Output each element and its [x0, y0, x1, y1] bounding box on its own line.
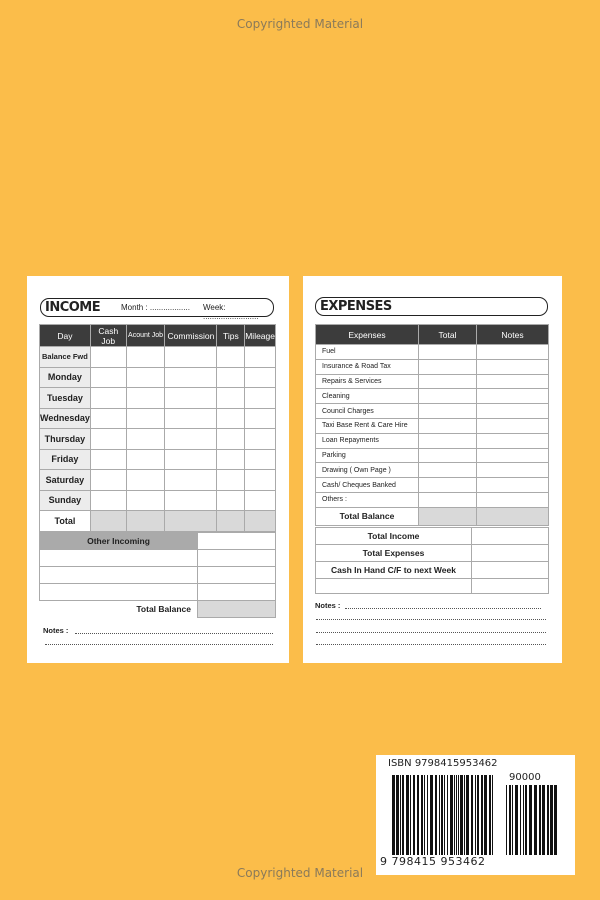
col-commission: Commission: [165, 325, 217, 347]
entry-cell[interactable]: [165, 408, 217, 429]
entry-cell[interactable]: [419, 374, 477, 389]
entry-cell[interactable]: [419, 463, 477, 478]
summary-total-expenses: Total Expenses: [316, 545, 472, 562]
entry-cell[interactable]: [477, 345, 549, 360]
barcode-bar: [481, 775, 483, 855]
table-row: [316, 478, 549, 493]
barcode-bar: [402, 775, 404, 855]
barcode-bar: [539, 785, 541, 855]
table-row: [316, 389, 549, 404]
barcode-bar: [489, 775, 491, 855]
entry-cell[interactable]: [165, 347, 217, 368]
entry-cell[interactable]: [90, 408, 126, 429]
barcode-bar: [520, 785, 521, 855]
expense-label: Council Charges: [316, 404, 419, 419]
entry-cell[interactable]: [217, 408, 245, 429]
barcode-bar: [458, 775, 459, 855]
table-row: [40, 367, 276, 388]
entry-cell[interactable]: [165, 429, 217, 450]
summary-cell[interactable]: [472, 579, 549, 594]
entry-cell[interactable]: [419, 389, 477, 404]
barcode-bar: [460, 775, 463, 855]
entry-cell[interactable]: [419, 404, 477, 419]
income-table: [39, 324, 276, 532]
entry-cell[interactable]: [90, 388, 126, 409]
barcode-bar: [396, 775, 399, 855]
barcode-bar: [464, 775, 465, 855]
other-incoming-cell[interactable]: [198, 584, 276, 601]
other-incoming-row[interactable]: [40, 584, 198, 601]
other-incoming-table: [39, 532, 276, 618]
barcode-bar: [444, 775, 445, 855]
entry-cell[interactable]: [477, 374, 549, 389]
other-incoming-cell[interactable]: [198, 567, 276, 584]
entry-cell[interactable]: [217, 429, 245, 450]
entry-cell[interactable]: [477, 448, 549, 463]
col-mileage: Mileage: [245, 325, 276, 347]
notes-line[interactable]: [345, 608, 541, 609]
summary-total-income: Total Income: [316, 528, 472, 545]
barcode-bar: [435, 775, 437, 855]
entry-cell[interactable]: [126, 388, 165, 409]
table-row: [316, 448, 549, 463]
barcode-bar: [554, 785, 557, 855]
expenses-header: [315, 297, 548, 316]
barcode-bar: [475, 775, 476, 855]
expenses-page: [303, 276, 562, 663]
summary-cash-in-hand: Cash In Hand C/F to next Week: [316, 562, 472, 579]
barcode-bar: [427, 775, 428, 855]
barcode-bar: [450, 775, 453, 855]
barcode-bar: [406, 775, 409, 855]
summary-cell[interactable]: [472, 545, 549, 562]
entry-cell[interactable]: [126, 367, 165, 388]
entry-cell[interactable]: [419, 492, 477, 507]
entry-cell[interactable]: [245, 429, 276, 450]
other-incoming-label: Other Incoming: [40, 533, 198, 550]
table-row: [40, 347, 276, 368]
table-row: [316, 433, 549, 448]
entry-cell[interactable]: [245, 388, 276, 409]
expense-label: Repairs & Services: [316, 374, 419, 389]
barcode-bar: [492, 775, 493, 855]
entry-cell[interactable]: [126, 429, 165, 450]
entry-cell[interactable]: [126, 490, 165, 511]
table-row: [40, 388, 276, 409]
day-label: Sunday: [40, 490, 91, 511]
entry-cell[interactable]: [126, 347, 165, 368]
barcode-bar: [413, 775, 415, 855]
other-incoming-cell[interactable]: [198, 533, 276, 550]
income-page: [27, 276, 289, 663]
entry-cell[interactable]: [90, 511, 126, 532]
col-acount-job: Acount Job: [126, 325, 165, 347]
other-incoming-cell[interactable]: [198, 550, 276, 567]
total-balance-row: [316, 507, 549, 525]
entry-cell[interactable]: [245, 408, 276, 429]
notes-line[interactable]: [75, 633, 273, 634]
entry-cell[interactable]: [126, 470, 165, 491]
entry-cell[interactable]: [90, 429, 126, 450]
expense-label: Insurance & Road Tax: [316, 359, 419, 374]
day-label: Friday: [40, 449, 91, 470]
barcode-bar: [439, 775, 440, 855]
expense-label: Others :: [316, 492, 419, 507]
notes-line[interactable]: [316, 619, 546, 620]
other-incoming-row[interactable]: [40, 567, 198, 584]
entry-cell[interactable]: [217, 490, 245, 511]
entry-cell[interactable]: [165, 388, 217, 409]
entry-cell[interactable]: [477, 492, 549, 507]
entry-cell[interactable]: [477, 478, 549, 493]
income-header: [40, 298, 274, 321]
entry-cell[interactable]: [165, 470, 217, 491]
expense-label: Loan Repayments: [316, 433, 419, 448]
day-label: Monday: [40, 367, 91, 388]
expense-label: Taxi Base Rent & Care Hire: [316, 418, 419, 433]
day-label: Saturday: [40, 470, 91, 491]
total-balance-label: Total Balance: [136, 604, 191, 615]
entry-cell[interactable]: [217, 511, 245, 532]
total-balance-cell[interactable]: [198, 601, 276, 618]
entry-cell[interactable]: [245, 449, 276, 470]
barcode-bar: [441, 775, 443, 855]
table-row: [40, 429, 276, 450]
total-balance-cell[interactable]: [477, 507, 549, 525]
col-total: Total: [419, 325, 477, 345]
entry-cell[interactable]: [165, 511, 217, 532]
table-row: [40, 511, 276, 532]
entry-cell[interactable]: [477, 359, 549, 374]
summary-cell[interactable]: [472, 528, 549, 545]
income-notes-label: Notes :: [43, 626, 69, 635]
table-row: [316, 492, 549, 507]
summary-table: [315, 527, 549, 594]
entry-cell[interactable]: [419, 345, 477, 360]
entry-cell[interactable]: [126, 449, 165, 470]
entry-cell[interactable]: [126, 511, 165, 532]
entry-cell[interactable]: [165, 449, 217, 470]
watermark-bottom: Copyrighted Material: [236, 866, 364, 880]
barcode-bar: [509, 785, 511, 855]
barcode-bar: [484, 775, 487, 855]
barcode-bar: [542, 785, 545, 855]
expenses-notes-label: Notes :: [315, 601, 341, 610]
expenses-table: [315, 324, 549, 526]
barcode-bar: [456, 775, 457, 855]
notes-line[interactable]: [316, 644, 546, 645]
watermark-top: Copyrighted Material: [236, 17, 364, 31]
month-field: Month : ..................: [121, 303, 190, 312]
table-row: [40, 408, 276, 429]
entry-cell[interactable]: [90, 470, 126, 491]
entry-cell[interactable]: [90, 449, 126, 470]
isbn-digits: 9 798415 953462: [380, 855, 486, 868]
entry-cell[interactable]: [90, 367, 126, 388]
day-label: Wednesday: [40, 408, 91, 429]
barcode-bar: [417, 775, 419, 855]
barcode-bar: [424, 775, 425, 855]
barcode-bar: [421, 775, 423, 855]
expense-label: Parking: [316, 448, 419, 463]
entry-cell[interactable]: [419, 448, 477, 463]
col-expenses: Expenses: [316, 325, 419, 345]
barcode-bar: [454, 775, 455, 855]
table-row: [40, 449, 276, 470]
entry-cell[interactable]: [419, 433, 477, 448]
entry-cell[interactable]: [245, 490, 276, 511]
entry-cell[interactable]: [165, 490, 217, 511]
table-row: [316, 374, 549, 389]
entry-cell[interactable]: [419, 478, 477, 493]
summary-blank[interactable]: [316, 579, 472, 594]
entry-cell[interactable]: [477, 404, 549, 419]
day-label: Balance Fwd: [40, 347, 91, 368]
barcode-bar: [410, 775, 411, 855]
entry-cell[interactable]: [217, 470, 245, 491]
barcode-bar: [550, 785, 553, 855]
col-cash-job: Cash Job: [90, 325, 126, 347]
barcode-bar: [506, 785, 507, 855]
table-row: [316, 418, 549, 433]
income-title: INCOME: [45, 300, 101, 315]
barcode-main-bars: [392, 775, 496, 863]
entry-cell[interactable]: [217, 388, 245, 409]
table-row: [316, 463, 549, 478]
week-field: Week: .........................: [203, 303, 259, 321]
barcode-bar: [529, 785, 532, 855]
entry-cell[interactable]: [245, 511, 276, 532]
table-row: [40, 470, 276, 491]
entry-cell[interactable]: [477, 418, 549, 433]
entry-cell[interactable]: [477, 389, 549, 404]
barcode-bar: [471, 775, 473, 855]
barcode-bar: [392, 775, 395, 855]
expense-label: Cleaning: [316, 389, 419, 404]
table-row: [316, 359, 549, 374]
isbn-label: ISBN 9798415953462: [388, 758, 498, 769]
entry-cell[interactable]: [245, 367, 276, 388]
barcode-bar: [515, 785, 518, 855]
entry-cell[interactable]: [217, 449, 245, 470]
day-label: Thursday: [40, 429, 91, 450]
summary-cell[interactable]: [472, 562, 549, 579]
expense-label: Drawing ( Own Page ): [316, 463, 419, 478]
other-incoming-row[interactable]: [40, 550, 198, 567]
isbn-barcode-box: [376, 755, 575, 875]
table-row: [316, 345, 549, 360]
table-row: [316, 404, 549, 419]
entry-cell[interactable]: [217, 367, 245, 388]
entry-cell[interactable]: [245, 470, 276, 491]
day-label: Total: [40, 511, 91, 532]
col-tips: Tips: [217, 325, 245, 347]
entry-cell[interactable]: [165, 367, 217, 388]
barcode-bar: [534, 785, 537, 855]
entry-cell[interactable]: [126, 408, 165, 429]
barcode-bar: [466, 775, 469, 855]
barcode-bar: [430, 775, 433, 855]
barcode-bar: [525, 785, 527, 855]
entry-cell[interactable]: [477, 463, 549, 478]
entry-cell[interactable]: [90, 347, 126, 368]
expenses-title: EXPENSES: [320, 299, 392, 314]
entry-cell[interactable]: [419, 359, 477, 374]
expense-label: Cash/ Cheques Banked: [316, 478, 419, 493]
barcode-addon-bars: [506, 785, 558, 869]
day-label: Tuesday: [40, 388, 91, 409]
barcode-bar: [477, 775, 479, 855]
entry-cell[interactable]: [419, 418, 477, 433]
entry-cell[interactable]: [245, 347, 276, 368]
table-row: [40, 490, 276, 511]
barcode-bar: [512, 785, 513, 855]
entry-cell[interactable]: [90, 490, 126, 511]
entry-cell[interactable]: [217, 347, 245, 368]
barcode-bar: [447, 775, 448, 855]
expenses-total-balance-label: Total Balance: [316, 507, 419, 525]
col-notes: Notes: [477, 325, 549, 345]
entry-cell[interactable]: [477, 433, 549, 448]
expense-label: Fuel: [316, 345, 419, 360]
barcode-bar: [400, 775, 401, 855]
notes-line[interactable]: [45, 644, 273, 645]
price-code: 90000: [509, 772, 541, 783]
barcode-bar: [523, 785, 524, 855]
total-balance-cell[interactable]: [419, 507, 477, 525]
barcode-bar: [547, 785, 549, 855]
col-day: Day: [40, 325, 91, 347]
notes-line[interactable]: [316, 632, 546, 633]
